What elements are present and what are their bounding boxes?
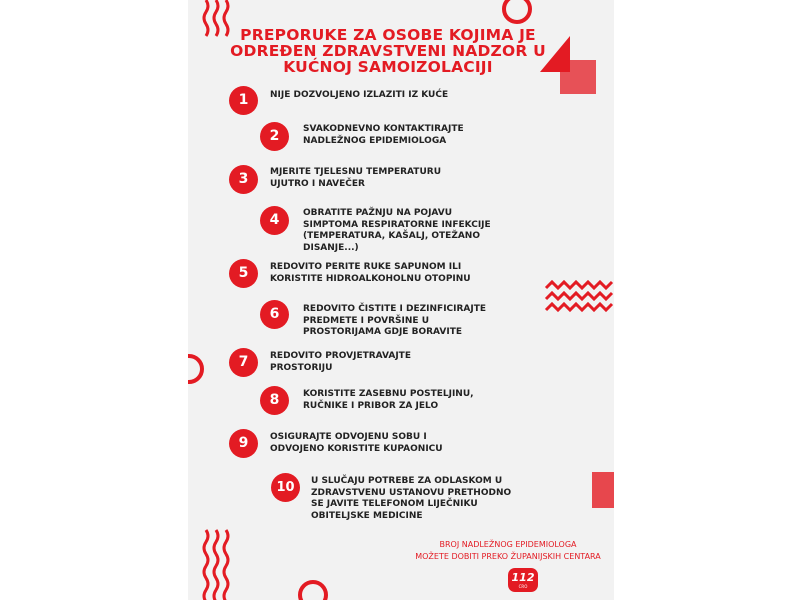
step-number-10: 10 — [271, 473, 300, 502]
emergency-112-logo — [508, 568, 538, 592]
step-text-1: NIJE DOZVOLJENO IZLAZITI IZ KUĆE — [270, 90, 449, 100]
bottom-left-waves-decoration — [202, 530, 242, 600]
step-number-4: 4 — [260, 206, 289, 235]
step-number-8: 8 — [260, 386, 289, 415]
step-number-6: 6 — [260, 300, 289, 329]
step-text-10: U SLUČAJU POTREBE ZA ODLASKOM U ZDRAVSTVENU USTANOVU PRETHODNO SE JAVITE TELEFONOM LIJEČNIKU OBITELJSKE MEDICINE — [311, 476, 512, 521]
step-text-8: KORISTITE ZASEBNU POSTELJINU, RUČNIKE I PRIBOR ZA JELO — [303, 389, 474, 411]
footer-line-2: MOŽETE DOBITI PREKO ŽUPANIJSKIH CENTARA — [415, 552, 601, 561]
step-text-7: REDOVITO PROVJETRAVAJTE PROSTORIJU — [270, 351, 411, 373]
step-text-4: OBRATITE PAŽNJU NA POJAVU SIMPTOMA RESPIRATORNE INFEKCIJE (TEMPERATURA, KAŠALJ, OTEŽANO DISANJE...) — [303, 208, 491, 253]
step-number-7: 7 — [229, 348, 258, 377]
right-rectangle-decoration — [592, 472, 614, 508]
step-text-3: MJERITE TJELESNU TEMPERATURU UJUTRO I NAVEČER — [270, 167, 441, 189]
top-ring-decoration — [500, 0, 534, 26]
step-number-3: 3 — [229, 165, 258, 194]
step-number-1: 1 — [229, 86, 258, 115]
footer-line-1: BROJ NADLEŽNOG EPIDEMIOLOGA — [439, 540, 577, 549]
step-number-2: 2 — [260, 122, 289, 151]
step-number-9: 9 — [229, 429, 258, 458]
step-text-5: REDOVITO PERITE RUKE SAPUNOM ILI KORISTITE HIDROALKOHOLNU OTOPINU — [270, 262, 471, 284]
left-half-ring-decoration — [188, 352, 206, 386]
logo-subtitle: CRO — [518, 584, 528, 589]
logo-number: 112 — [511, 571, 535, 584]
footer-note — [398, 539, 614, 563]
step-number-5: 5 — [229, 259, 258, 288]
bottom-ring-decoration — [296, 578, 330, 600]
step-text-9: OSIGURAJTE ODVOJENU SOBU I ODVOJENO KORISTITE KUPAONICU — [270, 432, 443, 454]
right-zigzag-decoration — [546, 280, 612, 318]
step-text-6: REDOVITO ČISTITE I DEZINFICIRAJTE PREDMETE I POVRŠINE U PROSTORIJAMA GDJE BORAVITE — [303, 304, 487, 337]
poster — [188, 0, 614, 600]
poster-title: PREPORUKE ZA OSOBE KOJIMA JE ODREĐEN ZDRAVSTVENI NADZOR U KUĆNOJ SAMOIZOLACIJI — [230, 26, 546, 76]
step-text-2: SVAKODNEVNO KONTAKTIRAJTE NADLEŽNOG EPIDEMIOLOGA — [303, 124, 464, 146]
